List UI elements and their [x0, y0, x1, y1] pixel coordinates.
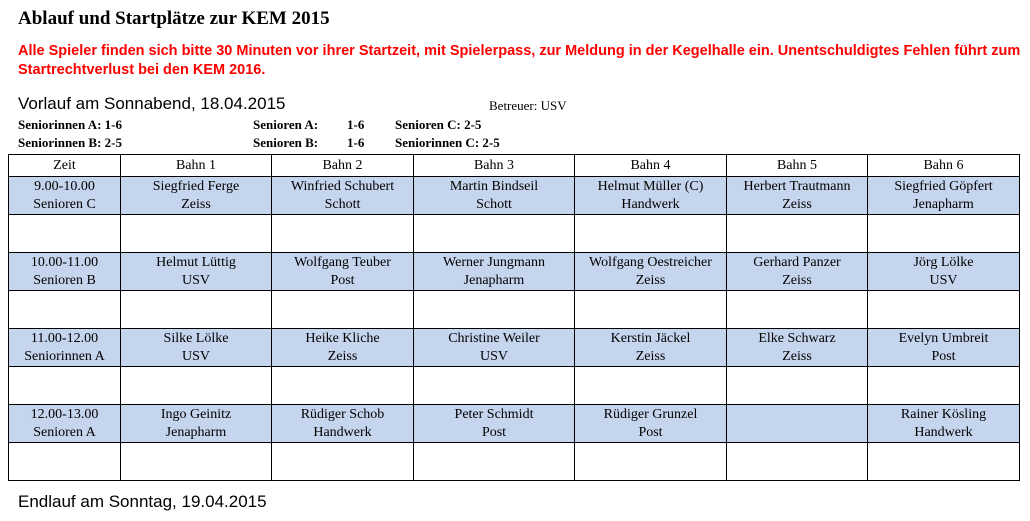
- empty-cell: [9, 291, 121, 329]
- empty-cell: [272, 443, 414, 481]
- lane-cell: [121, 253, 272, 291]
- lane-cell: [414, 405, 575, 443]
- table-row: [9, 177, 1020, 215]
- player-name: Siegfried Göpfert: [894, 178, 993, 194]
- empty-cell: [121, 291, 272, 329]
- empty-cell: [9, 215, 121, 253]
- group-senioren-b-label: Senioren B:: [253, 135, 319, 150]
- empty-cell: [868, 291, 1020, 329]
- lane-cell: [272, 405, 414, 443]
- player-name: Helmut Müller (C): [597, 178, 704, 194]
- time-range: 11.00-12.00: [30, 330, 99, 346]
- player-name: Rüdiger Grunzel: [603, 406, 698, 422]
- player-club: USV: [181, 348, 210, 364]
- player-name: Rüdiger Schob: [300, 406, 385, 422]
- lane-cell: [727, 177, 868, 215]
- player-name: Herbert Trautmann: [743, 178, 851, 194]
- empty-cell: [868, 443, 1020, 481]
- age-group: Senioren A: [33, 424, 96, 440]
- empty-row: [9, 443, 1020, 481]
- empty-cell: [575, 291, 727, 329]
- lane-cell: [868, 177, 1020, 215]
- attendance-notice: Alle Spieler finden sich bitte 30 Minuten vor ihrer Startzeit, mit Spielerpass, zur Meldung in der Kegelhalle ein. Unentschuldigtes Fehlen führt zum Startrechtverlust bei den KEM 2016.: [18, 43, 1021, 78]
- player-name: Helmut Lüttig: [156, 254, 236, 270]
- lane-cell: [121, 177, 272, 215]
- player-name: Kerstin Jäckel: [610, 330, 691, 346]
- group-seniorinnen-a: Seniorinnen A: 1-6: [18, 117, 123, 132]
- empty-cell: [727, 291, 868, 329]
- player-name: Werner Jungmann: [443, 254, 545, 270]
- empty-cell: [272, 215, 414, 253]
- column-header-bahn-4: Bahn 4: [575, 155, 727, 177]
- empty-cell: [575, 215, 727, 253]
- lane-cell: [272, 329, 414, 367]
- lane-cell: [121, 329, 272, 367]
- player-name: Peter Schmidt: [454, 406, 534, 422]
- column-header-zeit: Zeit: [9, 155, 121, 177]
- player-club: Zeiss: [782, 196, 812, 212]
- column-header-bahn-1: Bahn 1: [121, 155, 272, 177]
- player-club: Post: [638, 424, 663, 440]
- player-club: Zeiss: [635, 272, 666, 288]
- player-club: Post: [330, 272, 355, 288]
- player-name: Heike Kliche: [305, 330, 380, 346]
- empty-cell: [575, 443, 727, 481]
- empty-row: [9, 367, 1020, 405]
- empty-cell: [727, 367, 868, 405]
- lane-cell: [575, 177, 727, 215]
- empty-cell: [121, 367, 272, 405]
- age-group: Senioren B: [33, 272, 96, 288]
- player-club: Schott: [476, 196, 512, 212]
- player-name: Gerhard Panzer: [753, 254, 841, 270]
- supervisor-label: Betreuer: USV: [489, 98, 567, 113]
- lane-cell: [414, 177, 575, 215]
- column-header-bahn-3: Bahn 3: [414, 155, 575, 177]
- lane-cell: [272, 177, 414, 215]
- player-name: Ingo Geinitz: [160, 406, 232, 422]
- player-club: USV: [181, 272, 210, 288]
- player-club: Jenapharm: [913, 196, 974, 212]
- player-club: Zeiss: [635, 348, 666, 364]
- player-club: Post: [931, 348, 956, 364]
- player-name: Elke Schwarz: [758, 330, 836, 346]
- group-senioren-b-value: 1-6: [347, 135, 365, 150]
- group-senioren-a-label: Senioren A:: [253, 117, 319, 132]
- preliminary-round-heading: Vorlauf am Sonnabend, 18.04.2015: [18, 94, 286, 113]
- empty-cell: [575, 367, 727, 405]
- player-name: Siegfried Ferge: [152, 178, 240, 194]
- empty-row: [9, 215, 1020, 253]
- player-name: Jörg Lölke: [913, 254, 974, 270]
- table-row: [9, 405, 1020, 443]
- player-club: Handwerk: [914, 424, 973, 440]
- player-name: Wolfgang Oestreicher: [589, 254, 712, 270]
- lane-cell: [414, 253, 575, 291]
- lane-cell: [575, 405, 727, 443]
- time-cell: [9, 329, 121, 367]
- player-name: Silke Lölke: [163, 330, 229, 346]
- player-club: USV: [479, 348, 508, 364]
- empty-cell: [9, 443, 121, 481]
- empty-cell: [868, 215, 1020, 253]
- empty-cell: [414, 367, 575, 405]
- empty-cell: [727, 443, 868, 481]
- time-range: 10.00-11.00: [30, 254, 99, 270]
- player-club: Zeiss: [782, 348, 812, 364]
- player-club: Handwerk: [313, 424, 372, 440]
- empty-cell: [868, 367, 1020, 405]
- lane-cell: [575, 329, 727, 367]
- time-range: 12.00-13.00: [30, 406, 99, 422]
- empty-cell: [414, 291, 575, 329]
- column-header-bahn-6: Bahn 6: [868, 155, 1020, 177]
- player-name: Rainer Kösling: [900, 406, 987, 422]
- page-title: Ablauf und Startplätze zur KEM 2015: [18, 8, 330, 29]
- player-name: Martin Bindseil: [449, 178, 539, 194]
- player-club: USV: [929, 272, 958, 288]
- empty-cell: [121, 215, 272, 253]
- empty-row: [9, 291, 1020, 329]
- empty-cell: [272, 367, 414, 405]
- schedule-table: [8, 154, 1020, 481]
- empty-cell: [414, 215, 575, 253]
- time-cell: [9, 177, 121, 215]
- lane-cell: [868, 405, 1020, 443]
- empty-cell: [272, 291, 414, 329]
- group-seniorinnen-b: Seniorinnen B: 2-5: [18, 135, 123, 150]
- table-header-row: [9, 155, 1020, 177]
- player-name: Christine Weiler: [448, 330, 540, 346]
- time-range: 9.00-10.00: [34, 178, 95, 194]
- player-name: Wolfgang Teuber: [294, 254, 391, 270]
- column-header-bahn-2: Bahn 2: [272, 155, 414, 177]
- empty-cell: [121, 443, 272, 481]
- table-row: [9, 253, 1020, 291]
- player-club: Post: [481, 424, 507, 440]
- player-club: Zeiss: [327, 348, 358, 364]
- player-club: Schott: [324, 196, 361, 212]
- time-cell: [9, 253, 121, 291]
- lane-cell: [121, 405, 272, 443]
- lane-cell: [727, 405, 868, 443]
- final-round-heading: Endlauf am Sonntag, 19.04.2015: [18, 492, 267, 511]
- column-header-bahn-5: Bahn 5: [727, 155, 868, 177]
- empty-cell: [727, 215, 868, 253]
- lane-cell: [272, 253, 414, 291]
- age-group: Seniorinnen A: [24, 348, 105, 364]
- player-club: Zeiss: [782, 272, 812, 288]
- player-club: Jenapharm: [463, 272, 525, 288]
- group-senioren-a-value: 1-6: [347, 117, 365, 132]
- player-name: Evelyn Umbreit: [898, 330, 989, 346]
- empty-cell: [414, 443, 575, 481]
- lane-cell: [727, 329, 868, 367]
- group-senioren-c: Senioren C: 2-5: [395, 117, 482, 132]
- time-cell: [9, 405, 121, 443]
- player-club: Zeiss: [181, 196, 211, 212]
- player-club: Jenapharm: [165, 424, 227, 440]
- player-club: Handwerk: [621, 196, 680, 212]
- lane-cell: [727, 253, 868, 291]
- lane-cell: [868, 253, 1020, 291]
- player-name: Winfried Schubert: [290, 178, 395, 194]
- age-group: Senioren C: [33, 196, 96, 212]
- lane-cell: [575, 253, 727, 291]
- empty-cell: [9, 367, 121, 405]
- lane-cell: [414, 329, 575, 367]
- group-seniorinnen-c: Seniorinnen C: 2-5: [395, 135, 500, 150]
- table-row: [9, 329, 1020, 367]
- lane-cell: [868, 329, 1020, 367]
